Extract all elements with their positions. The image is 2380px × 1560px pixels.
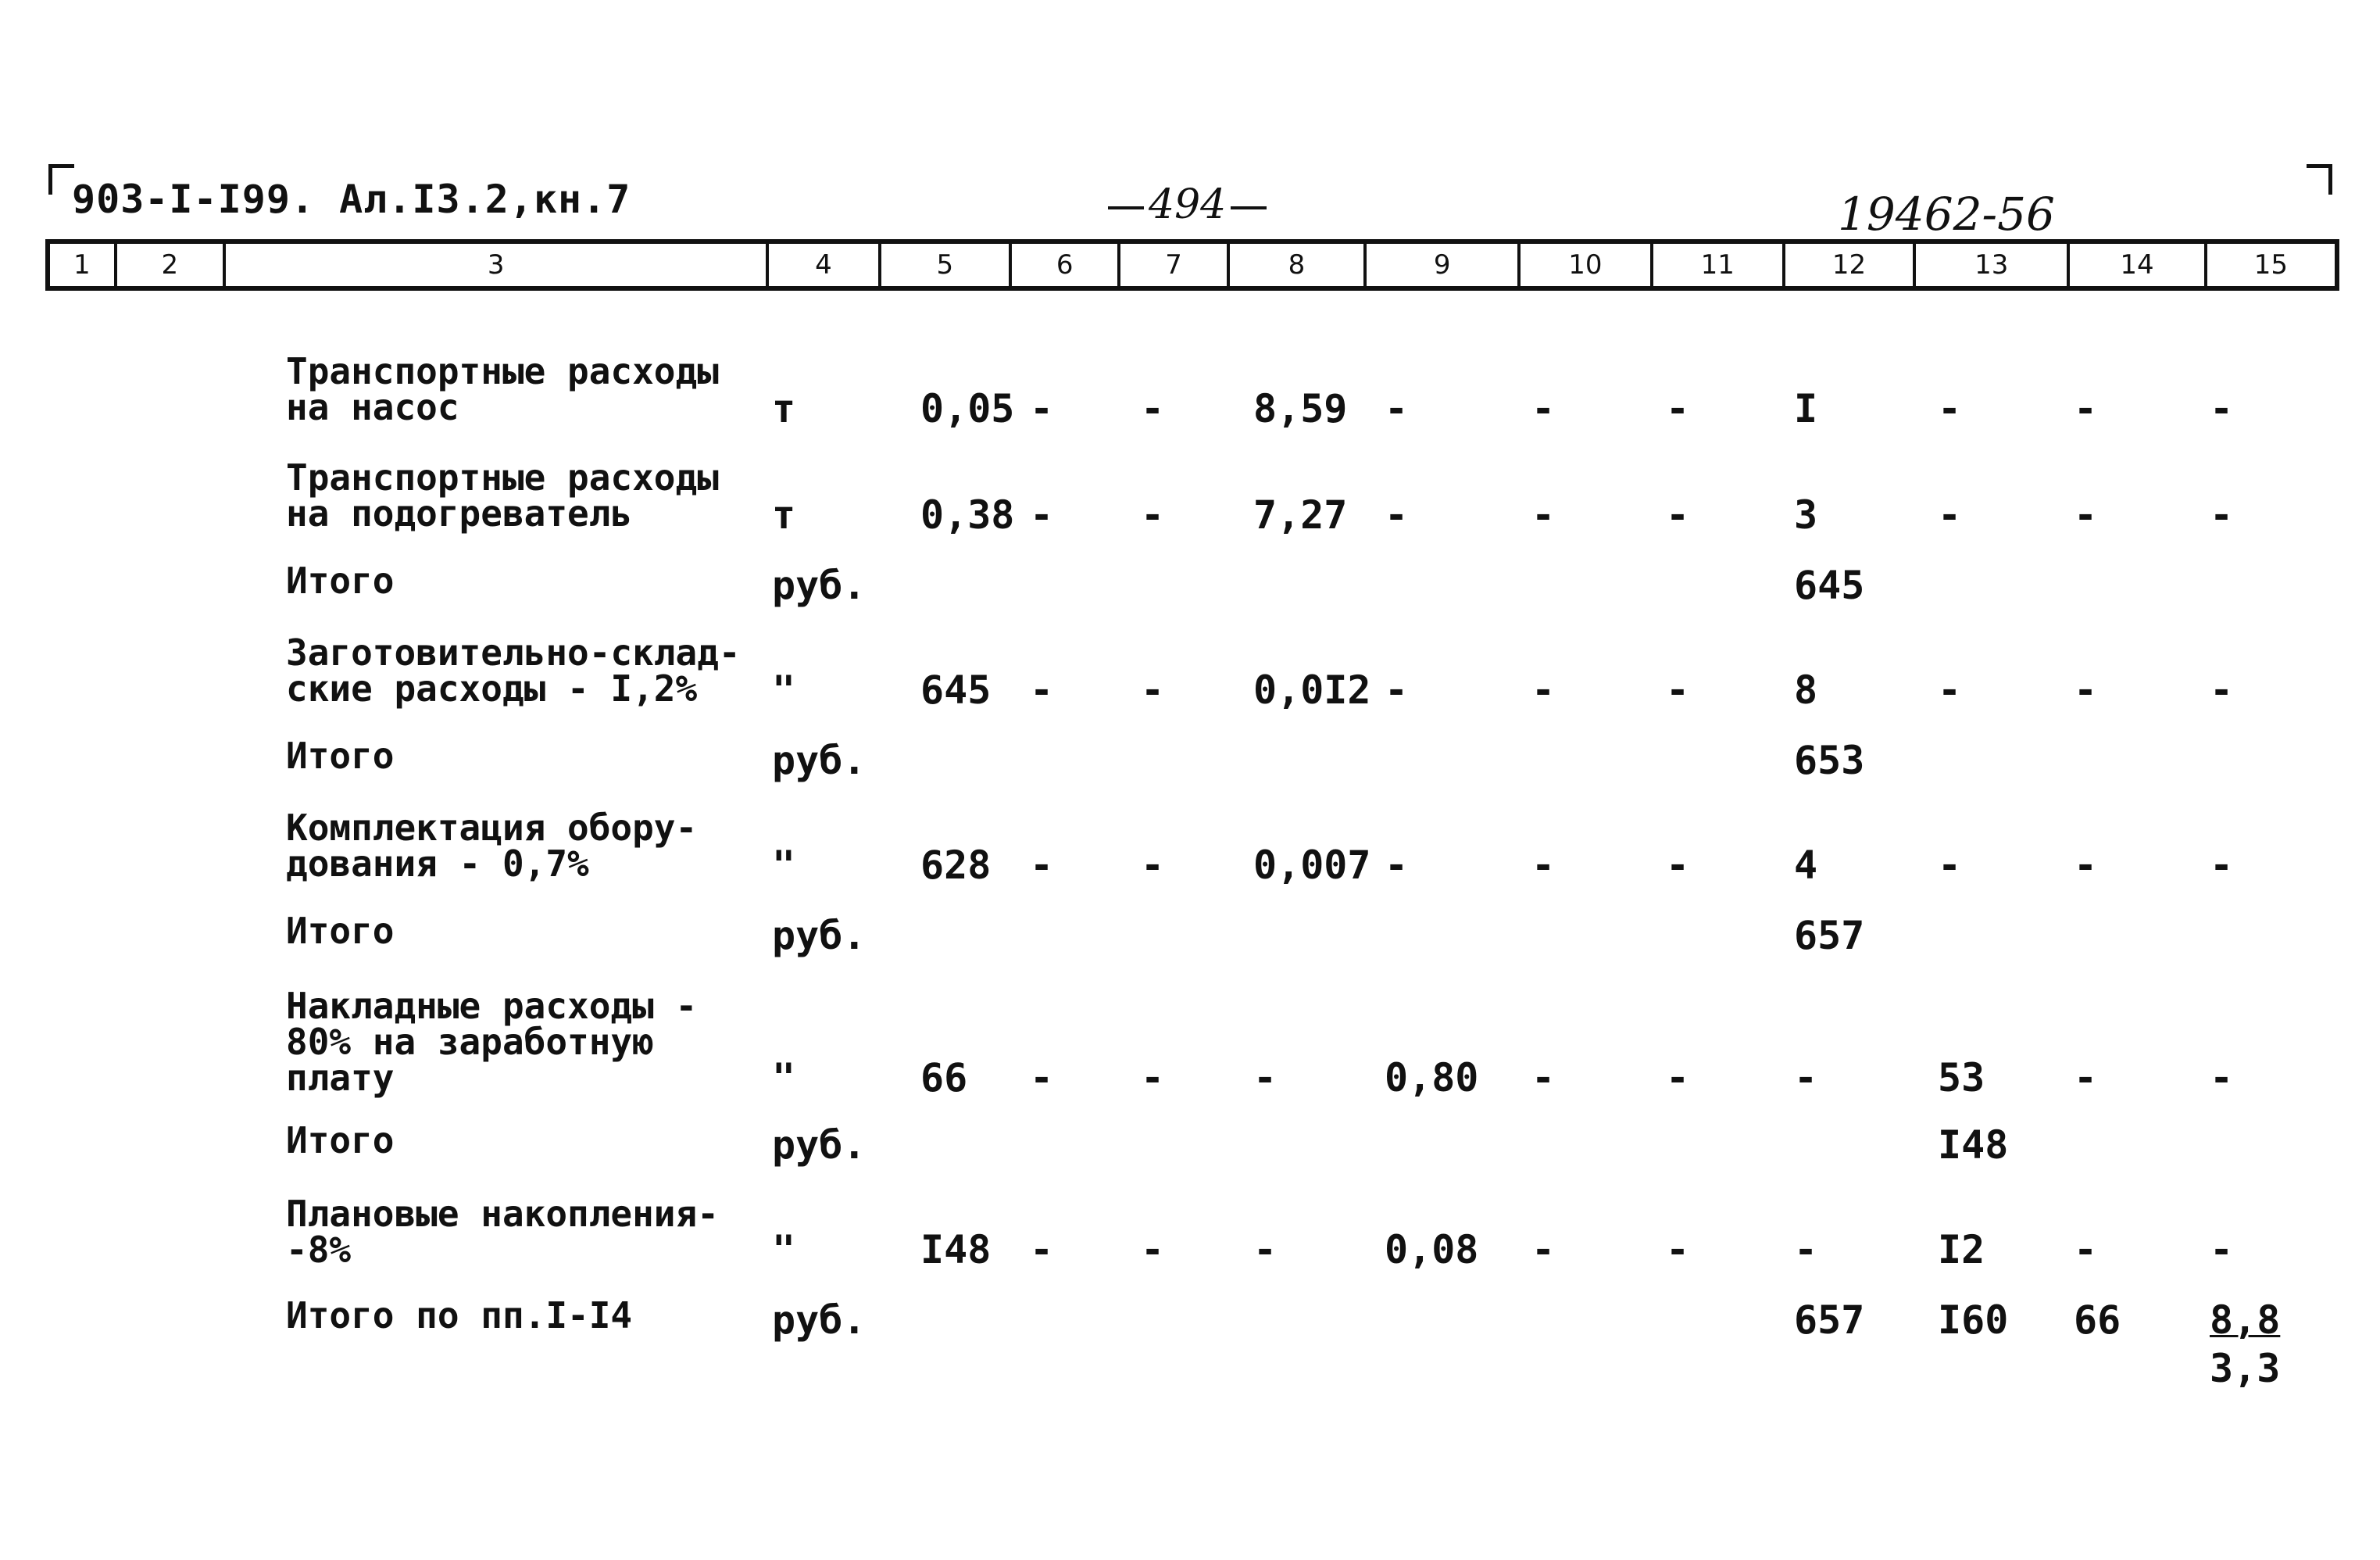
row-col6: -	[1030, 667, 1054, 713]
row-col9: -	[1385, 843, 1409, 888]
row-col7: -	[1141, 667, 1165, 713]
page-number	[1103, 181, 1271, 228]
row-col9: 0,80	[1385, 1055, 1479, 1100]
row-col13: -	[1938, 843, 1962, 888]
column-number-cell: 5	[881, 244, 1012, 286]
row-col15: -	[2210, 1055, 2234, 1100]
row-col7: -	[1141, 843, 1165, 888]
row-description: Транспортные расходы на подогреватель	[286, 456, 719, 535]
row-col13: 53	[1938, 1055, 1985, 1100]
row-col8: 8,59	[1253, 386, 1348, 431]
row-unit: "	[772, 1227, 796, 1272]
row-description: Итого	[286, 735, 395, 777]
row-col13: I2	[1938, 1227, 1985, 1272]
column-number-cell: 9	[1367, 244, 1521, 286]
row-col15-denominator: 3,3	[2210, 1346, 2281, 1391]
row-description: Накладные расходы - 80% на заработную плату	[286, 985, 698, 1099]
row-unit: "	[772, 667, 796, 713]
row-col12: -	[1794, 1227, 1818, 1272]
row-col11: -	[1666, 492, 1690, 538]
row-col12: -	[1794, 1055, 1818, 1100]
row-col7: -	[1141, 386, 1165, 431]
column-number-cell: 11	[1653, 244, 1785, 286]
row-col13: -	[1938, 386, 1962, 431]
row-unit: "	[772, 843, 796, 888]
row-description: Итого	[286, 560, 395, 602]
row-unit: т	[772, 386, 796, 431]
row-col11: -	[1666, 667, 1690, 713]
row-col8: 0,007	[1253, 843, 1371, 888]
row-col12: I	[1794, 386, 1818, 431]
row-unit: руб.	[772, 1297, 867, 1343]
row-col15: -	[2210, 1227, 2234, 1272]
row-quantity: 0,05	[920, 386, 1015, 431]
row-col10: -	[1531, 1227, 1556, 1272]
row-unit: руб.	[772, 563, 867, 608]
row-col12: 3	[1794, 492, 1818, 538]
row-description: Заготовительно-склад- ские расходы - I,2%	[286, 632, 741, 710]
row-col12: 4	[1794, 843, 1818, 888]
column-number-cell: 2	[117, 244, 226, 286]
row-col13: -	[1938, 667, 1962, 713]
row-col7: -	[1141, 1055, 1165, 1100]
row-col6: -	[1030, 1227, 1054, 1272]
row-col6: -	[1030, 1055, 1054, 1100]
row-col14: -	[2074, 1055, 2098, 1100]
row-col9: 0,08	[1385, 1227, 1479, 1272]
row-col8: 0,0I2	[1253, 667, 1371, 713]
row-description: Комплектация обору- дования - 0,7%	[286, 807, 698, 885]
row-col10: -	[1531, 667, 1556, 713]
row-description: Итого	[286, 910, 395, 952]
row-col9: -	[1385, 667, 1409, 713]
row-quantity: 645	[920, 667, 992, 713]
row-quantity: I48	[920, 1227, 992, 1272]
row-col10: -	[1531, 492, 1556, 538]
page-number-value: 494	[1149, 181, 1227, 228]
row-col6: -	[1030, 492, 1054, 538]
row-quantity: 66	[920, 1055, 968, 1100]
row-col15: -	[2210, 386, 2234, 431]
row-col12: 657	[1794, 913, 1865, 958]
row-col7: -	[1141, 1227, 1165, 1272]
registration-stamp: 19462-56	[1838, 188, 2055, 241]
row-col15: -	[2210, 492, 2234, 538]
row-description: Итого по пп.I-I4	[286, 1294, 633, 1336]
row-col11: -	[1666, 1055, 1690, 1100]
row-col10: -	[1531, 1055, 1556, 1100]
row-col14: -	[2074, 492, 2098, 538]
corner-mark-top-left	[48, 164, 74, 195]
row-description: Плановые накопления- -8%	[286, 1193, 719, 1271]
row-col11: -	[1666, 843, 1690, 888]
document-code: 903-I-I99. Ал.I3.2,кн.7	[72, 177, 631, 222]
row-col10: -	[1531, 843, 1556, 888]
column-number-cell: 12	[1785, 244, 1916, 286]
column-number-cell: 1	[50, 244, 117, 286]
row-col10: -	[1531, 386, 1556, 431]
column-number-cell: 10	[1521, 244, 1653, 286]
column-number-cell: 8	[1230, 244, 1367, 286]
row-col8: 7,27	[1253, 492, 1348, 538]
column-number-header	[45, 239, 2339, 291]
row-col14: 66	[2074, 1297, 2121, 1343]
row-col13: I48	[1938, 1122, 2009, 1168]
row-col14: -	[2074, 667, 2098, 713]
row-col9: -	[1385, 492, 1409, 538]
row-description: Итого	[286, 1119, 395, 1161]
column-number-cell: 13	[1916, 244, 2070, 286]
row-col9: -	[1385, 386, 1409, 431]
row-unit: руб.	[772, 738, 867, 783]
column-number-cell: 7	[1120, 244, 1229, 286]
row-unit: "	[772, 1055, 796, 1100]
row-unit: т	[772, 492, 796, 538]
row-col8: -	[1253, 1055, 1278, 1100]
row-col6: -	[1030, 386, 1054, 431]
row-col15-numerator: 8,8	[2210, 1297, 2281, 1343]
row-col12: 653	[1794, 738, 1865, 783]
row-quantity: 0,38	[920, 492, 1015, 538]
row-col11: -	[1666, 386, 1690, 431]
row-col6: -	[1030, 843, 1054, 888]
row-col12: 8	[1794, 667, 1818, 713]
column-number-cell: 6	[1012, 244, 1120, 286]
row-col15: -	[2210, 843, 2234, 888]
row-col13: I60	[1938, 1297, 2009, 1343]
column-number-cell: 3	[226, 244, 769, 286]
column-number-cell: 14	[2070, 244, 2207, 286]
row-col14: -	[2074, 1227, 2098, 1272]
row-description: Транспортные расходы на насос	[286, 350, 719, 428]
row-col14: -	[2074, 386, 2098, 431]
corner-mark-top-right	[2307, 164, 2332, 195]
row-col15: -	[2210, 667, 2234, 713]
row-col14: -	[2074, 843, 2098, 888]
row-col13: -	[1938, 492, 1962, 538]
column-number-cell: 4	[769, 244, 881, 286]
column-number-cell: 15	[2253, 249, 2288, 281]
row-col12: 645	[1794, 563, 1865, 608]
row-col8: -	[1253, 1227, 1278, 1272]
row-quantity: 628	[920, 843, 992, 888]
row-col7: -	[1141, 492, 1165, 538]
row-col11: -	[1666, 1227, 1690, 1272]
row-col12: 657	[1794, 1297, 1865, 1343]
row-unit: руб.	[772, 1122, 867, 1168]
row-unit: руб.	[772, 913, 867, 958]
